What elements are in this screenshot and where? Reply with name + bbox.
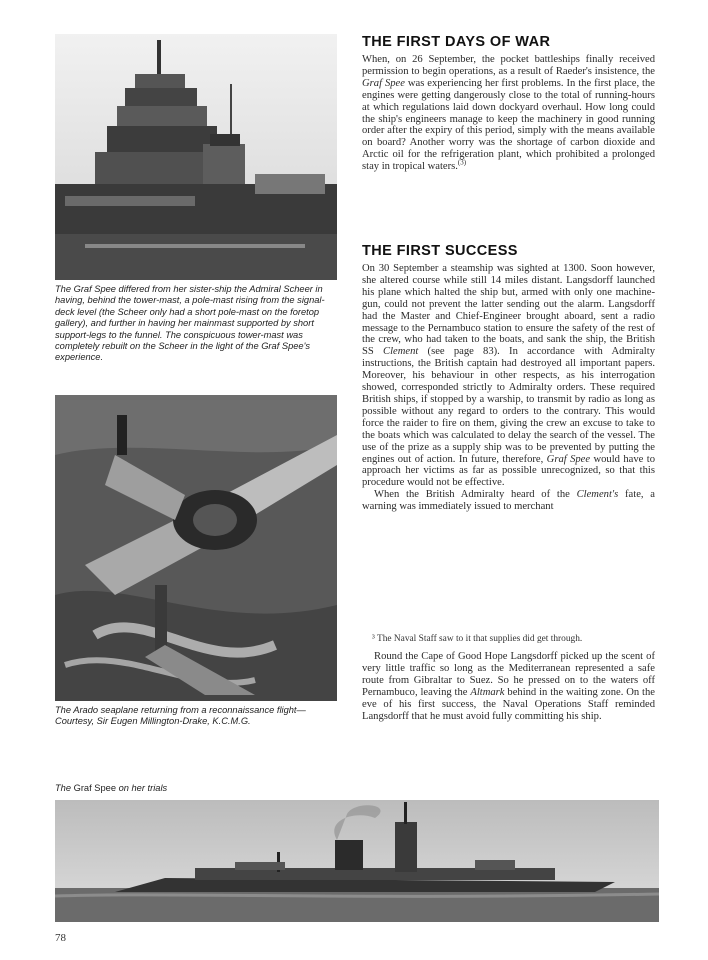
section3-p-ship: Altmark xyxy=(470,686,505,698)
section-first-success-heading: THE FIRST SUCCESS xyxy=(362,243,518,259)
photo2-caption-text: The Arado seaplane returning from a reconnaissance flight—Courtesy, Sir Eugen Millington-Drake, K.C.M.G. xyxy=(55,705,306,727)
section1-text-b: was experiencing her first problems. In the first place, the engines were getting dangerously close to the total of running-hours at which regulations laid down dockyard overhaul. How long could the ship's engineers manage to keep the machinery in good running order after the expiry of this period, simply with the means available on board? Another worry was the shortage of carbon dioxide and Arctic oil for the refrigeration plant, which prohibited a prolonged stay in tropical waters. xyxy=(362,77,655,173)
footnote xyxy=(372,634,657,644)
footnote-ref-3[interactable]: (3) xyxy=(457,158,467,167)
section2-p1-ship: Clement xyxy=(383,346,419,358)
page-number: 78 xyxy=(55,932,66,944)
section-first-days xyxy=(362,34,655,173)
photo3-caption-ship: Graf Spee xyxy=(73,783,116,793)
section2-p2-a: When the British Admiralty heard of the xyxy=(374,489,577,501)
seaplane-image xyxy=(55,395,337,701)
section3-p-b: behind in the waiting zone. On the eve of his first success, the Naval Operations Staff reminded Langsdorff that he must avoid fully committing his ship. xyxy=(362,686,656,722)
section1-ship: Graf Spee xyxy=(362,77,405,89)
section-first-success xyxy=(362,243,655,513)
section2-p1-c: would have to approach her victims as far as possible unrecognized, so that this procedure would not be effective. xyxy=(362,453,656,489)
section-first-days-heading: THE FIRST DAYS OF WAR xyxy=(362,34,551,50)
section-first-success-body xyxy=(362,263,655,513)
photo1-caption-text: The Graf Spee differed from her sister-ship the Admiral Scheer in having, behind the tower-mast, a pole-mast rising from the signal-deck level (the Scheer only had a short pole-mast on the foretop gallery), and further in having her mainmast supported by short support-legs to the funnel. The conspicuous tower-mast was completely rebuilt on the Scheer in the light of the Graf Spee's experience. xyxy=(55,284,325,363)
section2-p1-b: (see page 83). In accordance with Admiralty instructions, the British captain had destroyed all important papers. Moreover, his behaviour in other respects, as his interrogation showed, corresponded strictly to Admiralty orders. These required British ships, if stopped by a warship, to transmit by radio as long as possible without any regard to orders to the contrary. This would force the raider to fire on them, giving the crew an excuse to take to the boats which was calculated to delay the search of the vessel. The use of the prize as a supply ship was to be prevented by putting the engines out of action. In future, therefore, xyxy=(362,346,655,465)
section-continued xyxy=(362,651,655,722)
photo3-caption-c: on her trials xyxy=(116,783,168,793)
photo3-caption-a: The xyxy=(55,783,74,793)
photo2-caption xyxy=(55,705,339,728)
battleship-tower-photo xyxy=(55,34,337,280)
section2-p2-b: fate, a warning was immediately issued to merchant xyxy=(362,489,656,513)
section2-paragraph-2 xyxy=(362,489,655,513)
photo3-caption xyxy=(55,783,167,794)
section-first-days-paragraph xyxy=(362,54,655,173)
battleship-tower-image xyxy=(55,34,337,280)
section1-text-a: When, on 26 September, the pocket battleships finally received permission to begin operations, as a result of Raeder's insistence, the xyxy=(362,54,655,77)
ship-trials-photo xyxy=(55,800,659,922)
section2-p2-ship: Clement's xyxy=(576,489,619,501)
section2-paragraph-1 xyxy=(362,263,655,489)
photo1-caption xyxy=(55,284,339,364)
section3-p-a: Round the Cape of Good Hope Langsdorff picked up the scent of very little traffic so long as the Mediterranean represented a safe route from Gibraltar to Suez. So he pressed on to the waters off Pernambuco, leaving the xyxy=(362,651,655,698)
footnote-text: ³ The Naval Staff saw to it that supplies did get through. xyxy=(372,634,583,644)
section2-p1-a: On 30 September a steamship was sighted at 1300. Soon however, she altered course while still 14 miles distant. Langsdorff launched his plane which halted the ship but, armed with only one machine-gun, could not prevent the latter sending out the alarm. Langsdorff had the Master and Chief-Engineer brought aboard, sent a radio message to the Pernambuco station to ensure the safety of the rest of the crew, who had taken to the boats, and sank the ship, the British SS xyxy=(362,263,655,358)
section2-p1-ship2: Graf Spee xyxy=(546,453,591,465)
ship-trials-image xyxy=(55,800,659,922)
seaplane-photo xyxy=(55,395,337,701)
section3-paragraph xyxy=(362,651,655,722)
section-first-days-body xyxy=(362,54,655,173)
